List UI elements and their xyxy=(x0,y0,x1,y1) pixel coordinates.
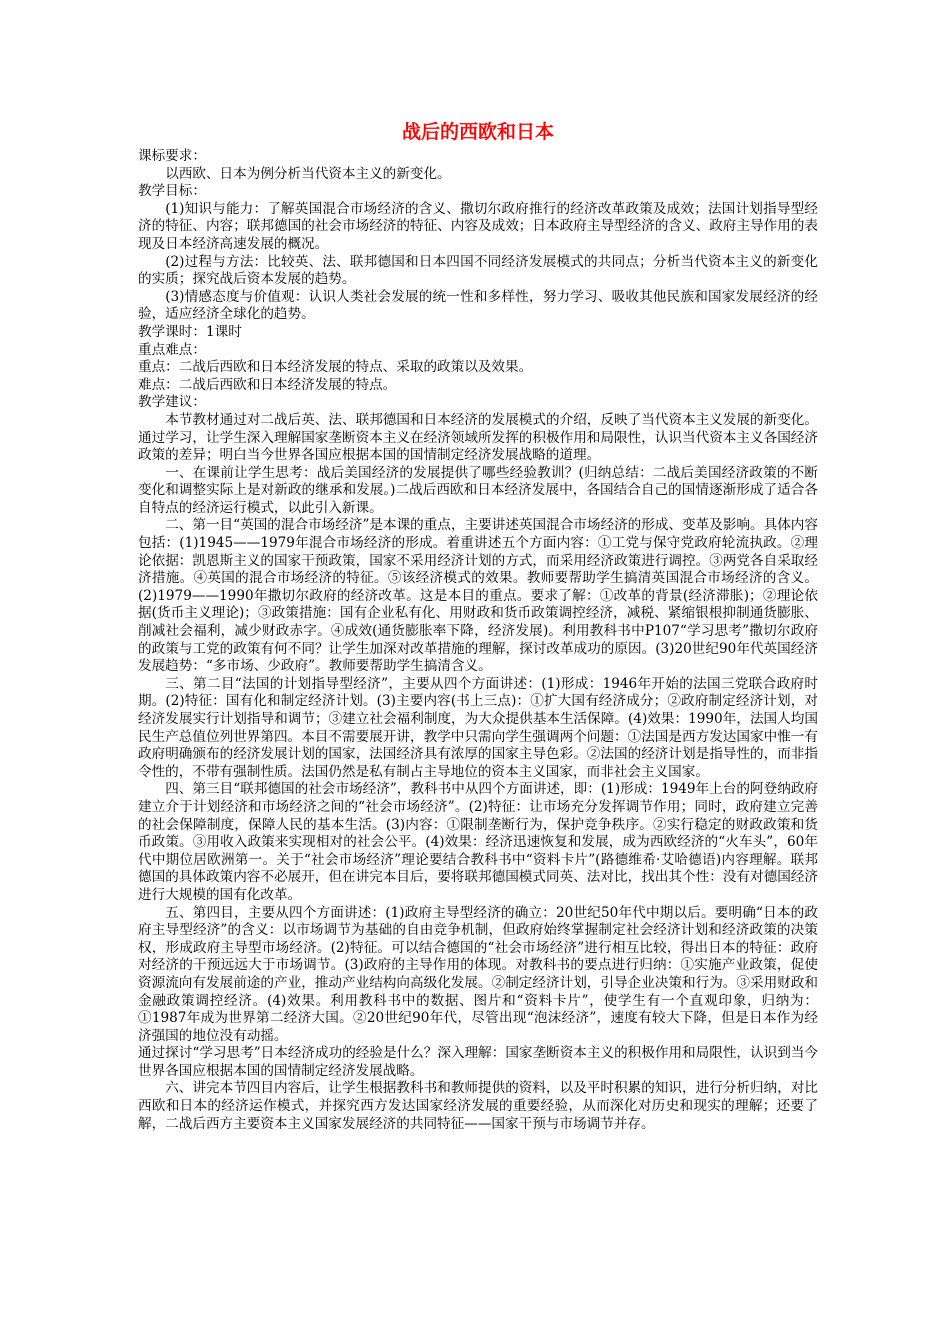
paragraph: 五、第四目，主要从四个方面讲述：(1)政府主导型经济的确立：20世纪50年代中期以后。要明确“日本的政府主导型经济”的含义：以市场调节为基础的自由竞争机制，但政府始终掌握制定社会经济计划和经济政策的决策权，形成政府主导型市场经济。(2)特征。可以结合德国的“社会市场经济”进行相互比较，得出日本的特征：政府对经济的干预远远大于市场调节。(3)政府的主导作用的体现。对教科书的要点进行归纳：①实施产业政策，促使资源流向有发展前途的产业，推动产业结构向高级化发展。②制定经济计划，引导企业决策和行为。③采用财政和金融政策调控经济。(4)效果。利用教科书中的数据、图片和“资料卡片”，使学生有一个直观印象，归纳为：①1987年成为世界第二经济大国。②20世纪90年代，尽管出现“泡沫经济”，速度有较大下降，但是日本作为经济强国的地位没有动摇。 xyxy=(138,904,818,1044)
paragraph: 通过探讨“学习思考”日本经济成功的经验是什么？深入理解：国家垄断资本主义的积极作用和局限性，认识到当今世界各国应根据本国的国情制定经济发展战略。 xyxy=(138,1045,818,1079)
paragraph: 三、第二目“法国的计划指导型经济”，主要从四个方面讲述：(1)形成：1946年开始的法国三党联合政府时期。(2)特征：国有化和制定经济计划。(3)主要内容(书上三点)：①扩大国有经济成分；②政府制定经济计划，对经济发展实行计划指导和调节；③建立社会福利制度，为大众提供基本生活保障。(4)效果：1990年，法国人均国民生产总值位列世界第四。本目不需要展开讲，教学中只需向学生强调两个问题：①法国是西方发达国家中惟一有政府明确颁布的经济发展计划的国家，法国经济具有浓厚的国家主导色彩。②法国的经济计划是指导性的，而非指令性的，不带有强制性质。法国仍然是私有制占主导地位的资本主义国家，而非社会主义国家。 xyxy=(138,675,818,780)
paragraph: (3)情感态度与价值观：认识人类社会发展的统一性和多样性，努力学习、吸收其他民族和国家发展经济的经验，适应经济全球化的趋势。 xyxy=(138,288,818,323)
paragraph: 二、第一目“英国的混合市场经济”是本课的重点，主要讲述英国混合市场经济的形成、变革及影响。具体内容包括：(1)1945——1979年混合市场经济的形成。着重讲述五个方面内容：①工党与保守党政府轮流执政。②理论依据：凯恩斯主义的国家干预政策，国家不采用经济计划的方式，而采用经济政策进行调控。③两党各自采取经济措施。④英国的混合市场经济的特征。⑤该经济模式的效果。教师要帮助学生搞清英国混合市场经济的含义。(2)1979——1990年撒切尔政府的经济改革。这是本目的重点。要求了解：①改革的背景(经济滞胀)；②理论依据(货币主义理论)；③政策措施：国有企业私有化、用财政和货币政策调控经济，减税、紧缩银根抑制通货膨胀、削减社会福利，减少财政赤字。④成效(通货膨胀率下降，经济发展)。利用教科书中P107“学习思考”撒切尔政府的政策与工党的政策有何不同？让学生加深对改革措施的理解，探讨改革成功的原因。(3)20世纪90年代英国经济发展趋势：“多市场、少政府”。教师要帮助学生搞清含义。 xyxy=(138,517,818,675)
document-title: 战后的西欧和日本 xyxy=(401,121,554,143)
document-page xyxy=(138,118,818,1133)
paragraph: 重点难点： xyxy=(138,341,206,358)
paragraph: 四、第三目“联邦德国的社会市场经济”，教科书中从四个方面讲述，即：(1)形成：1949年上台的阿登纳政府建立介于计划经济和市场经济之间的“社会市场经济”。(2)特征：让市场充分发挥调节作用；同时，政府建立完善的社会保障制度，保障人民的基本生活。(3)内容：①限制垄断行为，保护竞争秩序。②实行稳定的财政政策和货币政策。③用收入政策来实现相对的社会公平。(4)效果：经济迅速恢复和发展，成为西欧经济的“火车头”，60年代中期位居欧洲第一。关于“社会市场经济”理论要结合教科书中“资料卡片”(路德维希·艾哈德语)内容理解。联邦德国的具体政策内容不必展开，但在讲完本目后，要将联邦德国模式同英、法对比，找出其个性：没有对德国经济进行大规模的国有化改革。 xyxy=(138,781,818,903)
paragraph: (2)过程与方法：比较英、法、联邦德国和日本四国不同经济发展模式的共同点；分析当代资本主义的新变化的实质；探究战后资本发展的趋势。 xyxy=(138,253,818,288)
paragraph: 难点：二战后西欧和日本经济发展的特点。 xyxy=(138,376,397,393)
paragraph: (1)知识与能力：了解英国混合市场经济的含义、撒切尔政府推行的经济改革政策及成效；法国计划指导型经济的特征、内容；联邦德国的社会市场经济的特征、内容及成效；日本政府主导型经济的含义、政府主导作用的表现及日本经济高速发展的概况。 xyxy=(138,200,818,252)
paragraph: 教学目标： xyxy=(138,183,206,200)
paragraph: 本节教材通过对二战后英、法、联邦德国和日本经济的发展模式的介绍，反映了当代资本主义发展的新变化。通过学习，让学生深入理解国家垄断资本主义在经济领域所发挥的积极作用和局限性，认识当代资本主义各国经济政策的差异；明白当今世界各国应根据本国的国情制定经济发展战略的道理。 xyxy=(138,411,818,464)
paragraph: 教学课时：1课时 xyxy=(138,323,242,340)
paragraph: 课标要求： xyxy=(138,148,206,164)
paragraph: 一、在课前让学生思考：战后美国经济的发展提供了哪些经验教训？(归纳总结：二战后美国经济政策的不断变化和调整实际上是对新政的继承和发展。)二战后西欧和日本经济发展中，各国结合自己的国情逐渐形成了适合各自特点的经济运行模式，以此引入新课。 xyxy=(138,464,818,516)
paragraph: 六、讲完本节四目内容后，让学生根据教科书和教师提供的资料，以及平时积累的知识，进行分析归纳，对比西欧和日本的经济运作模式，并探究西方发达国家经济发展的重要经验，从而深化对历史和现实的理解；还要了解，二战后西方主要资本主义国家发展经济的共同特征——国家干预与市场调节并存。 xyxy=(138,1080,818,1132)
paragraph: 教学建议： xyxy=(138,394,206,411)
paragraph: 重点：二战后西欧和日本经济发展的特点、采取的政策以及效果。 xyxy=(138,359,533,376)
document-body xyxy=(138,148,818,1133)
paragraph: 以西欧、日本为例分析当代资本主义的新变化。 xyxy=(165,165,451,182)
